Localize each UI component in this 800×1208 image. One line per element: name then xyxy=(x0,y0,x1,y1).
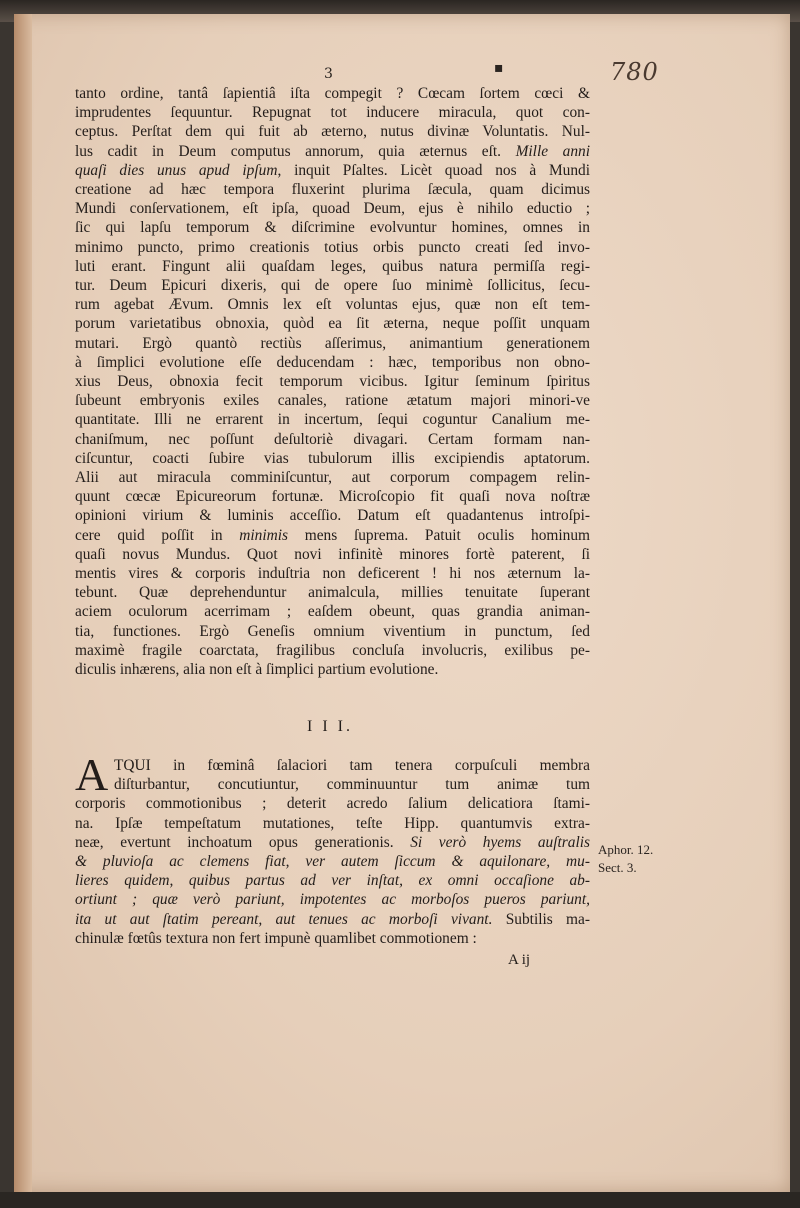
drop-cap: A xyxy=(75,749,109,800)
text-line: ſic qui lapſu temporum & diſcrimine evolvuntur homines, omnes in xyxy=(75,219,590,237)
text-run: Subtilis ma- xyxy=(505,910,590,928)
page-gutter xyxy=(14,14,32,1192)
text-line: ſubeunt embryonis exiles canales, ratione ætatum majori minori-ve xyxy=(75,392,590,410)
italic-quote: ita ut aut ſtatim pereant, aut tenues ac morboſi vivant. xyxy=(75,910,493,928)
text-line: diſturbantur, concutiuntur, comminuuntur tum animæ tum xyxy=(114,776,590,794)
italic-quote: quaſi dies unus apud ipſum xyxy=(75,161,278,179)
text-line: à ſimplici evolutione eſſe deducendam : hæc, temporibus non obno- xyxy=(75,353,590,371)
text-line: ortiunt ; quæ verò pariunt, impotentes ac morboſos pueros pariunt, xyxy=(75,891,590,909)
text-line: corporis commotionibus ; deterit acredo ſalium delicatiora ſtami- xyxy=(75,795,590,813)
margin-note-section: Sect. 3. xyxy=(598,860,637,875)
paragraph-main xyxy=(75,84,590,679)
scan-bottom-edge xyxy=(0,1192,800,1208)
text-line: minimo puncto, primo creationis totius orbis puncto creati ſed invo- xyxy=(75,238,590,256)
text-run: lus cadit in Deum computus annorum, quia æternus eſt. xyxy=(75,142,501,160)
italic-quote: Si verò hyems auſtralis xyxy=(410,833,590,851)
italic-quote: Mille anni xyxy=(515,142,590,160)
text-line: tia, functiones. Ergò Geneſis omnium viventium in punctum, ſed xyxy=(75,622,590,640)
text-line: quaſi novus Mundus. Quot novi infinitè minores fortè paterent, ſi xyxy=(75,545,590,563)
text-run: mens ſuprema. Patuit oculis hominum xyxy=(304,526,591,544)
text-line xyxy=(75,161,590,180)
signature-mark: 3 xyxy=(324,66,333,82)
text-line: luti erant. Fingunt alii quaſdam leges, quibus natura permiſſa regi- xyxy=(75,257,590,275)
text-line: Alii aut miracula comminiſcuntur, aut corporum compagem relin- xyxy=(75,469,590,487)
section-heading: I I I. xyxy=(307,718,353,735)
text-line: porum varietatibus obnoxia, quòd ea ſit æterna, neque poſſit unquam xyxy=(75,315,590,333)
text-line xyxy=(75,910,590,929)
text-line: imprudentes ſequuntur. Repugnat tot inducere miracula, quot con- xyxy=(75,104,590,122)
paragraph-section xyxy=(75,749,590,948)
margin-note-aphorism: Aphor. 12. xyxy=(598,842,654,857)
text-line: chaniſmum, nec poſſunt deſultoriè divagari. Certam formam nan- xyxy=(75,430,590,448)
text-line: aciem oculorum acerrimam ; eaſdem obeunt, quas grandia animan- xyxy=(75,603,590,621)
text-line: rum agebat Ævum. Omnis lex eſt voluntas ejus, quæ non eſt tem- xyxy=(75,296,590,314)
text-run: , inquit Pſaltes. Licèt quoad nos à Mundi xyxy=(277,161,591,179)
text-line: xius Deus, obnoxia fecit temporum vicibus. Igitur ſeminum ſpiritus xyxy=(75,373,590,391)
text-line xyxy=(75,142,590,161)
ink-dot: ▪ xyxy=(494,60,504,76)
catchword: A ij xyxy=(508,952,531,968)
text-line: mutari. Ergò quantò rectiùs aſſerimus, animantium generationem xyxy=(75,334,590,352)
text-line: creatione ad hæc tempora fluxerint plurima ſæcula, quam dicimus xyxy=(75,181,590,199)
text-line: TQUI in fœminâ ſalaciori tam tenera corpuſculi membra xyxy=(114,757,590,774)
text-line: quantitate. Illi ne errarent in incertum, ſequi coguntur Canalium me- xyxy=(75,411,590,429)
text-run: cere quid poſſit in xyxy=(75,526,223,544)
text-line: tur. Deum Epicuri dixeris, qui de opere ſuo minimè ſollicitus, ſecu- xyxy=(75,277,590,295)
text-line: diculis inhærens, alia non eſt à ſimplici partium evolutione. xyxy=(75,661,439,679)
text-line: mentis vires & corporis induſtria non deficerent ! hi nos æternum la- xyxy=(75,565,590,583)
text-run: neæ, evertunt inchoatum opus generationis. xyxy=(75,833,394,851)
text-line xyxy=(75,526,590,545)
text-line: tebunt. Quæ deprehenduntur animalcula, millies tenuitate ſuperant xyxy=(75,584,590,602)
text-line: & pluvioſa ac clemens fiat, ver autem ſiccum & aquilonare, mu- xyxy=(75,853,590,871)
text-line xyxy=(75,833,590,852)
text-line: lieres quidem, quibus partus ad ver inſtat, ex omni occaſione ab- xyxy=(75,872,590,890)
text-line: chinulæ fœtûs textura non fert impunè quamlibet commotionem : xyxy=(75,929,477,947)
text-line: na. Ipſæ tempeſtatum mutationes, teſte Hipp. quantumvis extra- xyxy=(75,814,590,832)
text-line: maximè fragile coarctata, fragilibus concluſa involucris, exilibus pe- xyxy=(75,641,590,659)
italic-word: minimis xyxy=(239,526,289,544)
text-line: Mundi conſervationem, eſt ipſa, quoad Deum, ejus è nihilo eductio ; xyxy=(75,200,590,218)
text-line: opinioni virium & luminis acceſſio. Datum eſt quadantenus introſpi- xyxy=(75,507,590,525)
text-line: ceptus. Perſtat dem qui fuit ab æterno, nutus divinæ Voluntatis. Nul- xyxy=(75,123,590,141)
handwritten-folio-number: 780 xyxy=(610,58,659,86)
text-line: tanto ordine, tantâ ſapientiâ iſta compegit ? Cœcam ſortem cœci & xyxy=(75,85,590,102)
text-line: quunt cœcæ Epicureorum fortunæ. Microſcopio fit quaſi nova noſtræ xyxy=(75,488,590,506)
text-line: ciſcuntur, coacti ſubire vias tubulorum illis excipiendis aptatorum. xyxy=(75,449,590,467)
